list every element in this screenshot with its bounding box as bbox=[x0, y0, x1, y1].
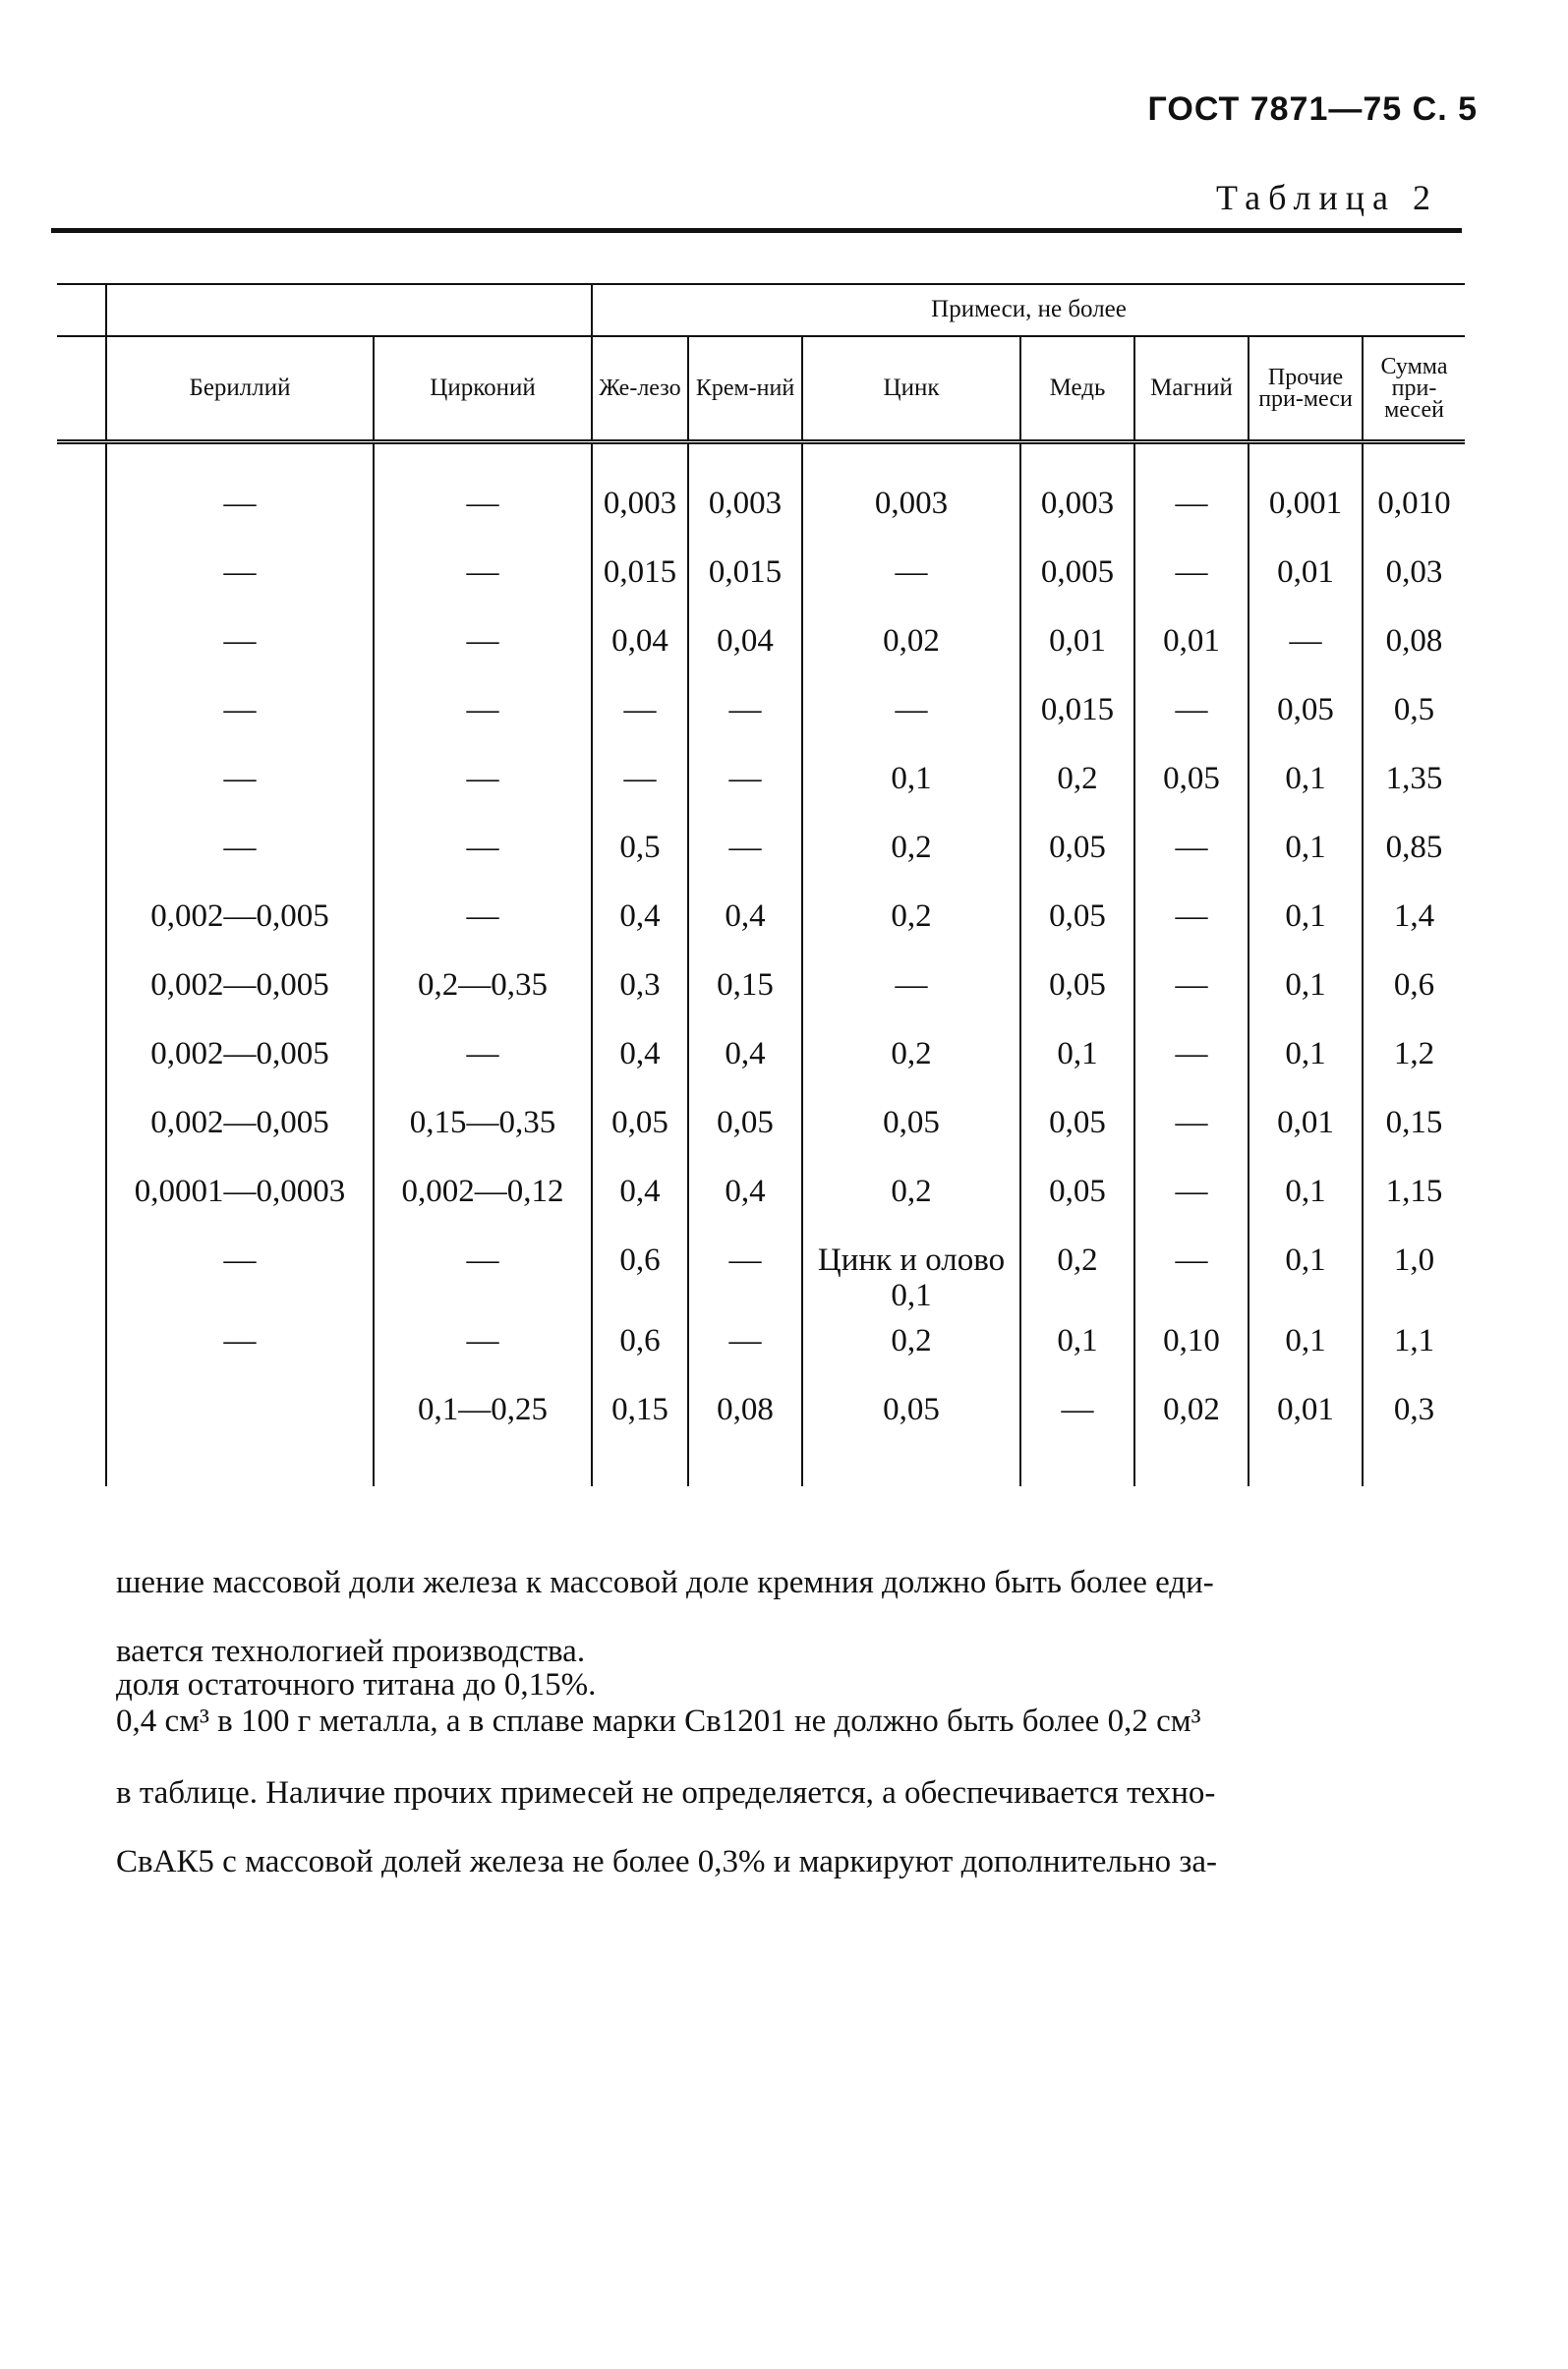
row-spacer bbox=[57, 751, 106, 820]
row-spacer bbox=[57, 1313, 106, 1382]
table-cell: 1,2 bbox=[1363, 1026, 1465, 1095]
column-header: Сумма при-месей bbox=[1363, 336, 1465, 442]
impurities-table bbox=[57, 284, 1465, 1486]
table-cell: 0,05 bbox=[802, 1095, 1020, 1164]
table-cell: 0,01 bbox=[1249, 1382, 1363, 1486]
table-cell: 0,85 bbox=[1363, 820, 1465, 889]
table-cell: 0,1 bbox=[1249, 751, 1363, 820]
row-spacer bbox=[57, 1382, 106, 1486]
table-cell: — bbox=[1134, 889, 1249, 957]
table-cell: — bbox=[1134, 1095, 1249, 1164]
table-row bbox=[57, 1026, 1465, 1095]
table-cell: 0,02 bbox=[1134, 1382, 1249, 1486]
table-cell: — bbox=[592, 751, 688, 820]
table-cell: — bbox=[1134, 1233, 1249, 1313]
table-cell: — bbox=[374, 1233, 592, 1313]
column-header: Бериллий bbox=[106, 336, 374, 442]
table-cell: 0,15—0,35 bbox=[374, 1095, 592, 1164]
table-cell: 0,1 bbox=[1249, 1026, 1363, 1095]
table-cell: 0,08 bbox=[1363, 613, 1465, 682]
column-header: Цинк bbox=[802, 336, 1020, 442]
table-cell: 0,1 bbox=[1020, 1313, 1134, 1382]
table-row bbox=[57, 751, 1465, 820]
table-row bbox=[57, 545, 1465, 613]
table-cell: 0,10 bbox=[1134, 1313, 1249, 1382]
table-cell: — bbox=[1134, 820, 1249, 889]
table-cell: 0,1 bbox=[1249, 889, 1363, 957]
table-cell: 0,002—0,005 bbox=[106, 957, 374, 1026]
table-cell: 0,003 bbox=[688, 442, 802, 546]
row-spacer bbox=[57, 545, 106, 613]
table-cell: — bbox=[1134, 682, 1249, 751]
table-cell: — bbox=[374, 820, 592, 889]
table-cell: 0,2 bbox=[802, 1313, 1020, 1382]
table-cell: 0,2 bbox=[802, 820, 1020, 889]
group-header-impurities: Примеси, не более bbox=[592, 284, 1465, 336]
table-cell: 0,5 bbox=[1363, 682, 1465, 751]
table-cell: — bbox=[688, 1233, 802, 1313]
table-cell: 1,1 bbox=[1363, 1313, 1465, 1382]
table-row bbox=[57, 1164, 1465, 1233]
row-spacer bbox=[57, 1233, 106, 1313]
row-spacer bbox=[57, 1095, 106, 1164]
table-cell: — bbox=[802, 957, 1020, 1026]
table-cell: 0,3 bbox=[592, 957, 688, 1026]
table-cell: 0,4 bbox=[688, 889, 802, 957]
table-cell: 0,1 bbox=[1249, 820, 1363, 889]
header-spacer bbox=[57, 336, 106, 442]
table-cell: — bbox=[374, 889, 592, 957]
note-line: в таблице. Наличие прочих примесей не определяется, а обеспечивается техно- bbox=[116, 1775, 1216, 1811]
table-cell: 0,08 bbox=[688, 1382, 802, 1486]
table-cell: 0,4 bbox=[592, 1026, 688, 1095]
top-rule bbox=[51, 228, 1462, 233]
table-cell: — bbox=[688, 751, 802, 820]
table-row bbox=[57, 1313, 1465, 1382]
table-cell: 0,05 bbox=[802, 1382, 1020, 1486]
table-cell: 0,015 bbox=[688, 545, 802, 613]
table-cell: 0,05 bbox=[1020, 957, 1134, 1026]
column-header: Прочие при-меси bbox=[1249, 336, 1363, 442]
note-line: доля остаточного титана до 0,15%. bbox=[116, 1667, 597, 1703]
table-cell: 0,010 bbox=[1363, 442, 1465, 546]
page-header: ГОСТ 7871—75 С. 5 bbox=[1147, 90, 1478, 128]
table-row bbox=[57, 820, 1465, 889]
table-cell: — bbox=[374, 751, 592, 820]
row-spacer bbox=[57, 957, 106, 1026]
table-row bbox=[57, 682, 1465, 751]
table-cell: 0,1 bbox=[1249, 1233, 1363, 1313]
table-cell: — bbox=[688, 820, 802, 889]
note-line: СвАК5 с массовой долей железа не более 0,3% и маркируют дополнительно за- bbox=[116, 1844, 1218, 1879]
table-cell: 0,015 bbox=[1020, 682, 1134, 751]
table-cell: 0,05 bbox=[1020, 889, 1134, 957]
table-cell: 0,4 bbox=[688, 1026, 802, 1095]
table-cell: 0,4 bbox=[592, 1164, 688, 1233]
table-cell: 0,001 bbox=[1249, 442, 1363, 546]
table-cell: — bbox=[106, 1233, 374, 1313]
table-cell: — bbox=[106, 613, 374, 682]
table-cell: 0,05 bbox=[1134, 751, 1249, 820]
table-cell: — bbox=[106, 545, 374, 613]
table-cell: — bbox=[592, 682, 688, 751]
table-cell: 0,002—0,12 bbox=[374, 1164, 592, 1233]
row-spacer bbox=[57, 682, 106, 751]
table-cell: 0,04 bbox=[688, 613, 802, 682]
table-cell: 0,0001—0,0003 bbox=[106, 1164, 374, 1233]
row-spacer bbox=[57, 613, 106, 682]
table-cell: 0,01 bbox=[1249, 545, 1363, 613]
table-cell: 0,2 bbox=[802, 1026, 1020, 1095]
table-cell: 1,15 bbox=[1363, 1164, 1465, 1233]
table-cell: 0,1 bbox=[1020, 1026, 1134, 1095]
table-cell: 0,01 bbox=[1020, 613, 1134, 682]
table-cell: 0,1 bbox=[1249, 1313, 1363, 1382]
table-cell: — bbox=[106, 442, 374, 546]
table-cell: 0,05 bbox=[592, 1095, 688, 1164]
table-cell: — bbox=[374, 613, 592, 682]
table-row bbox=[57, 889, 1465, 957]
table-cell: 0,003 bbox=[1020, 442, 1134, 546]
table-cell: 0,05 bbox=[1020, 820, 1134, 889]
table-cell: 0,02 bbox=[802, 613, 1020, 682]
table-row bbox=[57, 613, 1465, 682]
table-cell: Цинк и олово 0,1 bbox=[802, 1233, 1020, 1313]
table-cell: 0,05 bbox=[1020, 1095, 1134, 1164]
table-cell: 0,003 bbox=[802, 442, 1020, 546]
table-cell: 0,2 bbox=[802, 1164, 1020, 1233]
note-line: вается технологией производства. bbox=[116, 1634, 586, 1669]
table-cell: 0,05 bbox=[688, 1095, 802, 1164]
table-cell: 0,15 bbox=[688, 957, 802, 1026]
table-cell: 0,04 bbox=[592, 613, 688, 682]
table-row bbox=[57, 442, 1465, 546]
table-cell: — bbox=[802, 545, 1020, 613]
table-cell: 0,05 bbox=[1249, 682, 1363, 751]
table-cell: 0,002—0,005 bbox=[106, 1026, 374, 1095]
table-cell: — bbox=[106, 682, 374, 751]
table-cell: 0,4 bbox=[592, 889, 688, 957]
note-line: шение массовой доли железа к массовой доле кремния должно быть более еди- bbox=[116, 1565, 1214, 1600]
header-empty-group bbox=[106, 284, 592, 336]
table-row bbox=[57, 957, 1465, 1026]
table-cell: 0,6 bbox=[592, 1233, 688, 1313]
table-cell bbox=[106, 1382, 374, 1486]
table-cell: — bbox=[1134, 545, 1249, 613]
table-cell: — bbox=[688, 682, 802, 751]
header-spacer bbox=[57, 284, 106, 336]
row-spacer bbox=[57, 889, 106, 957]
table-cell: — bbox=[374, 682, 592, 751]
row-spacer bbox=[57, 442, 106, 546]
table-cell: 0,002—0,005 bbox=[106, 1095, 374, 1164]
table-cell: 0,4 bbox=[688, 1164, 802, 1233]
table-cell: — bbox=[1134, 1164, 1249, 1233]
table-cell: — bbox=[106, 1313, 374, 1382]
table-cell: 0,01 bbox=[1249, 1095, 1363, 1164]
table-cell: 0,005 bbox=[1020, 545, 1134, 613]
table-cell: 0,2 bbox=[1020, 751, 1134, 820]
table-cell: 0,1—0,25 bbox=[374, 1382, 592, 1486]
column-header: Медь bbox=[1020, 336, 1134, 442]
table-cell: 1,4 bbox=[1363, 889, 1465, 957]
table-cell: 1,35 bbox=[1363, 751, 1465, 820]
table-cell: 0,15 bbox=[592, 1382, 688, 1486]
table-row bbox=[57, 1382, 1465, 1486]
table-cell: 0,1 bbox=[1249, 1164, 1363, 1233]
table-cell: 0,15 bbox=[1363, 1095, 1465, 1164]
table-cell: — bbox=[802, 682, 1020, 751]
column-header: Крем-ний bbox=[688, 336, 802, 442]
table-cell: 0,2 bbox=[1020, 1233, 1134, 1313]
table-cell: 0,5 bbox=[592, 820, 688, 889]
table-cell: 1,0 bbox=[1363, 1233, 1465, 1313]
table-cell: 0,01 bbox=[1134, 613, 1249, 682]
table-cell: 0,03 bbox=[1363, 545, 1465, 613]
table-caption: Таблица 2 bbox=[1216, 178, 1438, 217]
column-header: Магний bbox=[1134, 336, 1249, 442]
table-cell: 0,015 bbox=[592, 545, 688, 613]
table-cell: — bbox=[1020, 1382, 1134, 1486]
table-cell: 0,003 bbox=[592, 442, 688, 546]
table-cell: — bbox=[688, 1313, 802, 1382]
table-cell: 0,002—0,005 bbox=[106, 889, 374, 957]
row-spacer bbox=[57, 820, 106, 889]
table-cell: 0,05 bbox=[1020, 1164, 1134, 1233]
column-header: Цирконий bbox=[374, 336, 592, 442]
table-cell: — bbox=[106, 751, 374, 820]
column-header: Же-лезо bbox=[592, 336, 688, 442]
table-cell: — bbox=[1134, 442, 1249, 546]
table-cell: — bbox=[374, 545, 592, 613]
table-cell: — bbox=[1134, 1026, 1249, 1095]
table-cell: 0,3 bbox=[1363, 1382, 1465, 1486]
table-cell: 0,2 bbox=[802, 889, 1020, 957]
row-spacer bbox=[57, 1026, 106, 1095]
table-row bbox=[57, 1233, 1465, 1313]
table-cell: — bbox=[374, 1026, 592, 1095]
table-cell: 0,6 bbox=[592, 1313, 688, 1382]
table-cell: — bbox=[1134, 957, 1249, 1026]
table-cell: — bbox=[106, 820, 374, 889]
note-line: 0,4 см³ в 100 г металла, а в сплаве марки Св1201 не должно быть более 0,2 см³ bbox=[116, 1704, 1201, 1739]
table-cell: — bbox=[374, 442, 592, 546]
table-body bbox=[57, 442, 1465, 1487]
table-cell: — bbox=[374, 1313, 592, 1382]
table-cell: 0,1 bbox=[802, 751, 1020, 820]
table-row bbox=[57, 1095, 1465, 1164]
row-spacer bbox=[57, 1164, 106, 1233]
table-cell: 0,2—0,35 bbox=[374, 957, 592, 1026]
table-cell: 0,6 bbox=[1363, 957, 1465, 1026]
table-cell: 0,1 bbox=[1249, 957, 1363, 1026]
table-cell: — bbox=[1249, 613, 1363, 682]
